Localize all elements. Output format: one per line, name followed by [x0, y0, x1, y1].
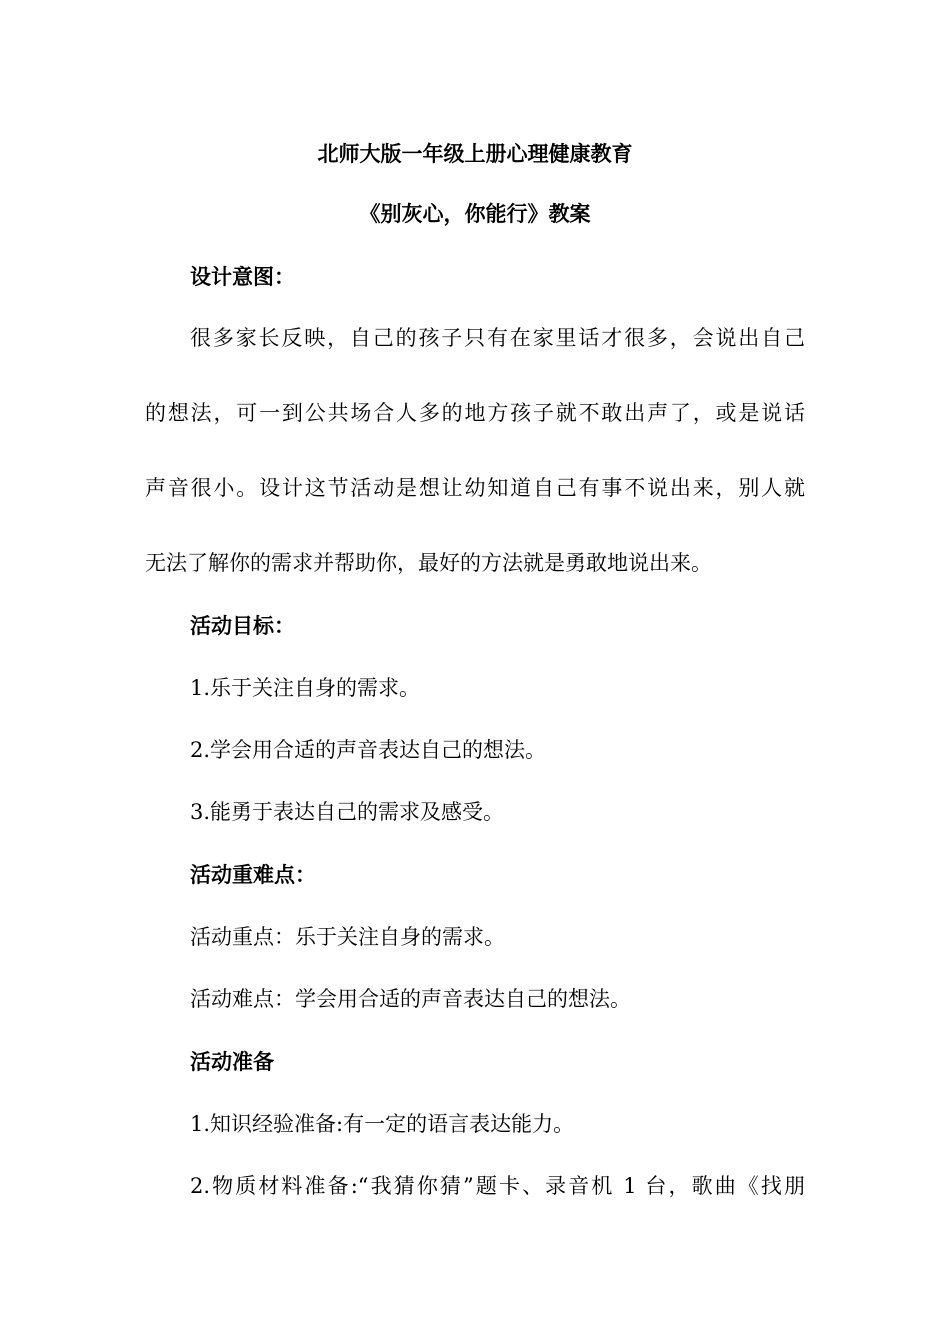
goal-item-1: 1.乐于关注自身的需求。: [190, 676, 421, 700]
design-intent-line-3: 声音很小。设计这节活动是想让幼知道自己有事不说出来，别人就: [145, 476, 805, 500]
goal-item-2: 2.学会用合适的声音表达自己的想法。: [190, 738, 547, 762]
heading-key-points: 活动重难点：: [190, 862, 316, 887]
key-point-item-2: 活动难点：学会用合适的声音表达自己的想法。: [190, 987, 631, 1011]
design-intent-line-1: 很多家长反映，自己的孩子只有在家里话才很多，会说出自己: [190, 326, 805, 350]
heading-design-intent: 设计意图：: [190, 264, 295, 289]
preparation-item-1: 1.知识经验准备:有一定的语言表达能力。: [190, 1112, 575, 1136]
title-line-2: 《别灰心，你能行》教案: [359, 201, 591, 226]
heading-goals: 活动目标：: [190, 613, 295, 638]
design-intent-line-2: 的想法，可一到公共场合人多的地方孩子就不敢出声了，或是说话: [145, 401, 805, 425]
design-intent-line-4: 无法了解你的需求并帮助你，最好的方法就是勇敢地说出来。: [145, 551, 712, 575]
key-point-item-1: 活动重点：乐于关注自身的需求。: [190, 925, 505, 949]
heading-preparation: 活动准备: [190, 1049, 274, 1074]
goal-item-3: 3.能勇于表达自己的需求及感受。: [190, 800, 505, 824]
preparation-item-2: 2.物质材料准备:“我猜你猜”题卡、录音机 1 台，歌曲《找朋: [190, 1174, 805, 1198]
title-line-1: 北师大版一年级上册心理健康教育: [317, 141, 633, 166]
